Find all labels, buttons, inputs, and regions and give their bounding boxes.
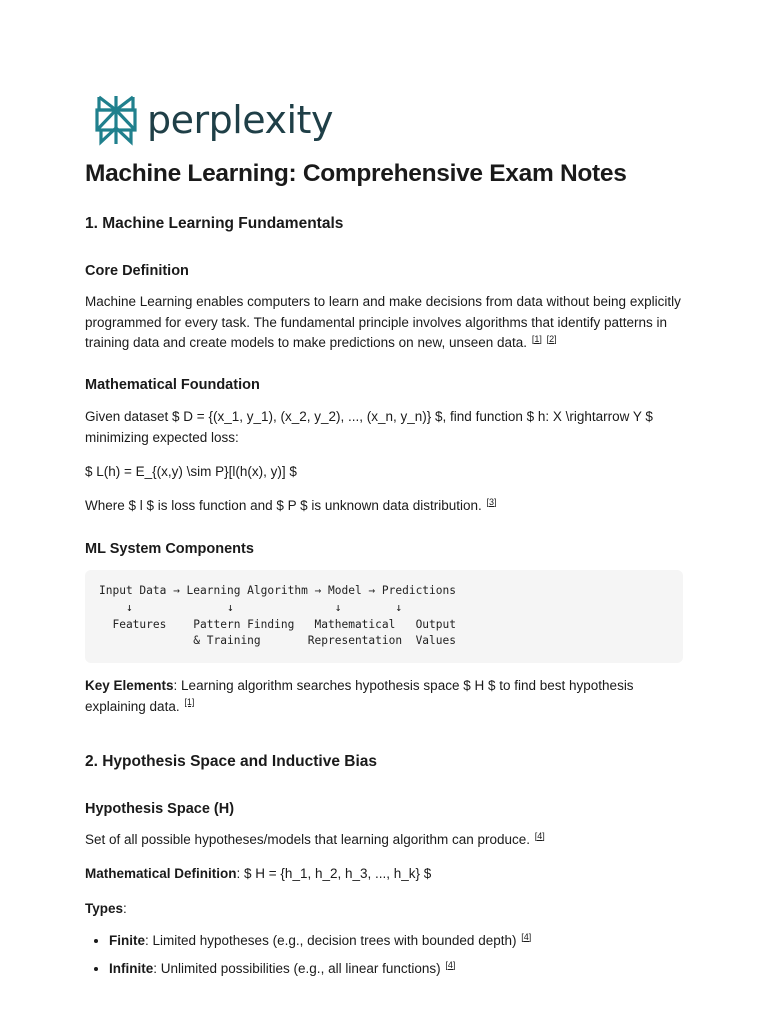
hypothesis-space-heading: Hypothesis Space (H)	[85, 801, 235, 817]
math-definition-text: Mathematical Definition: $ H = {h_1, h_2, h_3, ..., h_k} $	[85, 866, 432, 881]
code-block	[85, 570, 683, 663]
math-foundation-text: Given dataset $ D = {(x_1, y_1), (x_2, y_2), ..., (x_n, y_n)} $, find function $ h: X \rightarrow Y $ minimizing expected loss:	[85, 409, 653, 445]
citation-link[interactable]: [4]	[534, 830, 545, 841]
math-foundation-heading: Mathematical Foundation	[85, 377, 260, 393]
perplexity-mark-icon	[93, 93, 139, 147]
types-list	[85, 931, 709, 987]
list-item: • Infinite: Unlimited possibilities (e.g., all linear functions) [4]	[109, 959, 709, 979]
brand-name: perplexity	[147, 98, 333, 142]
loss-formula: $ L(h) = E_{(x,y) \sim P}[l(h(x), y)] $	[85, 464, 297, 479]
core-definition-heading: Core Definition	[85, 263, 189, 279]
citation-link[interactable]: [4]	[445, 959, 456, 970]
list-item: • Finite: Limited hypotheses (e.g., decision trees with bounded depth) [4]	[109, 931, 709, 951]
section-2-heading: 2. Hypothesis Space and Inductive Bias	[85, 753, 378, 770]
ml-components-heading: ML System Components	[85, 541, 254, 557]
citation-link[interactable]: [2]	[546, 333, 557, 344]
citation-link[interactable]: [4]	[521, 931, 532, 942]
document-title: Machine Learning: Comprehensive Exam Notes	[85, 160, 627, 187]
section-1-heading: 1. Machine Learning Fundamentals	[85, 215, 344, 232]
citation-link[interactable]: [1]	[184, 697, 195, 707]
types-label: Types:	[85, 901, 127, 916]
math-foundation-note: Where $ l $ is loss function and $ P $ is unknown data distribution. [3]	[85, 496, 497, 513]
key-elements-text: Key Elements: Learning algorithm searches hypothesis space $ H $ to find best hypothesis explaining data. [1]	[85, 678, 634, 714]
components-diagram-text: Input Data → Learning Algorithm → Model → Predictions ↓ ↓ ↓ ↓ Features Pattern Finding Mathematical Output & Training Representation Values	[99, 584, 456, 648]
citation-link[interactable]: [3]	[486, 496, 497, 507]
core-definition-text: Machine Learning enables computers to learn and make decisions from data without being explicitly programmed for every task. The fundamental principle involves algorithms that identify patterns in training data and create models to make predictions on new, unseen data. [1] [2]	[85, 294, 681, 350]
hypothesis-space-text: Set of all possible hypotheses/models that learning algorithm can produce. [4]	[85, 830, 545, 847]
perplexity-logo	[93, 92, 333, 148]
citation-link[interactable]: [1]	[531, 333, 542, 344]
